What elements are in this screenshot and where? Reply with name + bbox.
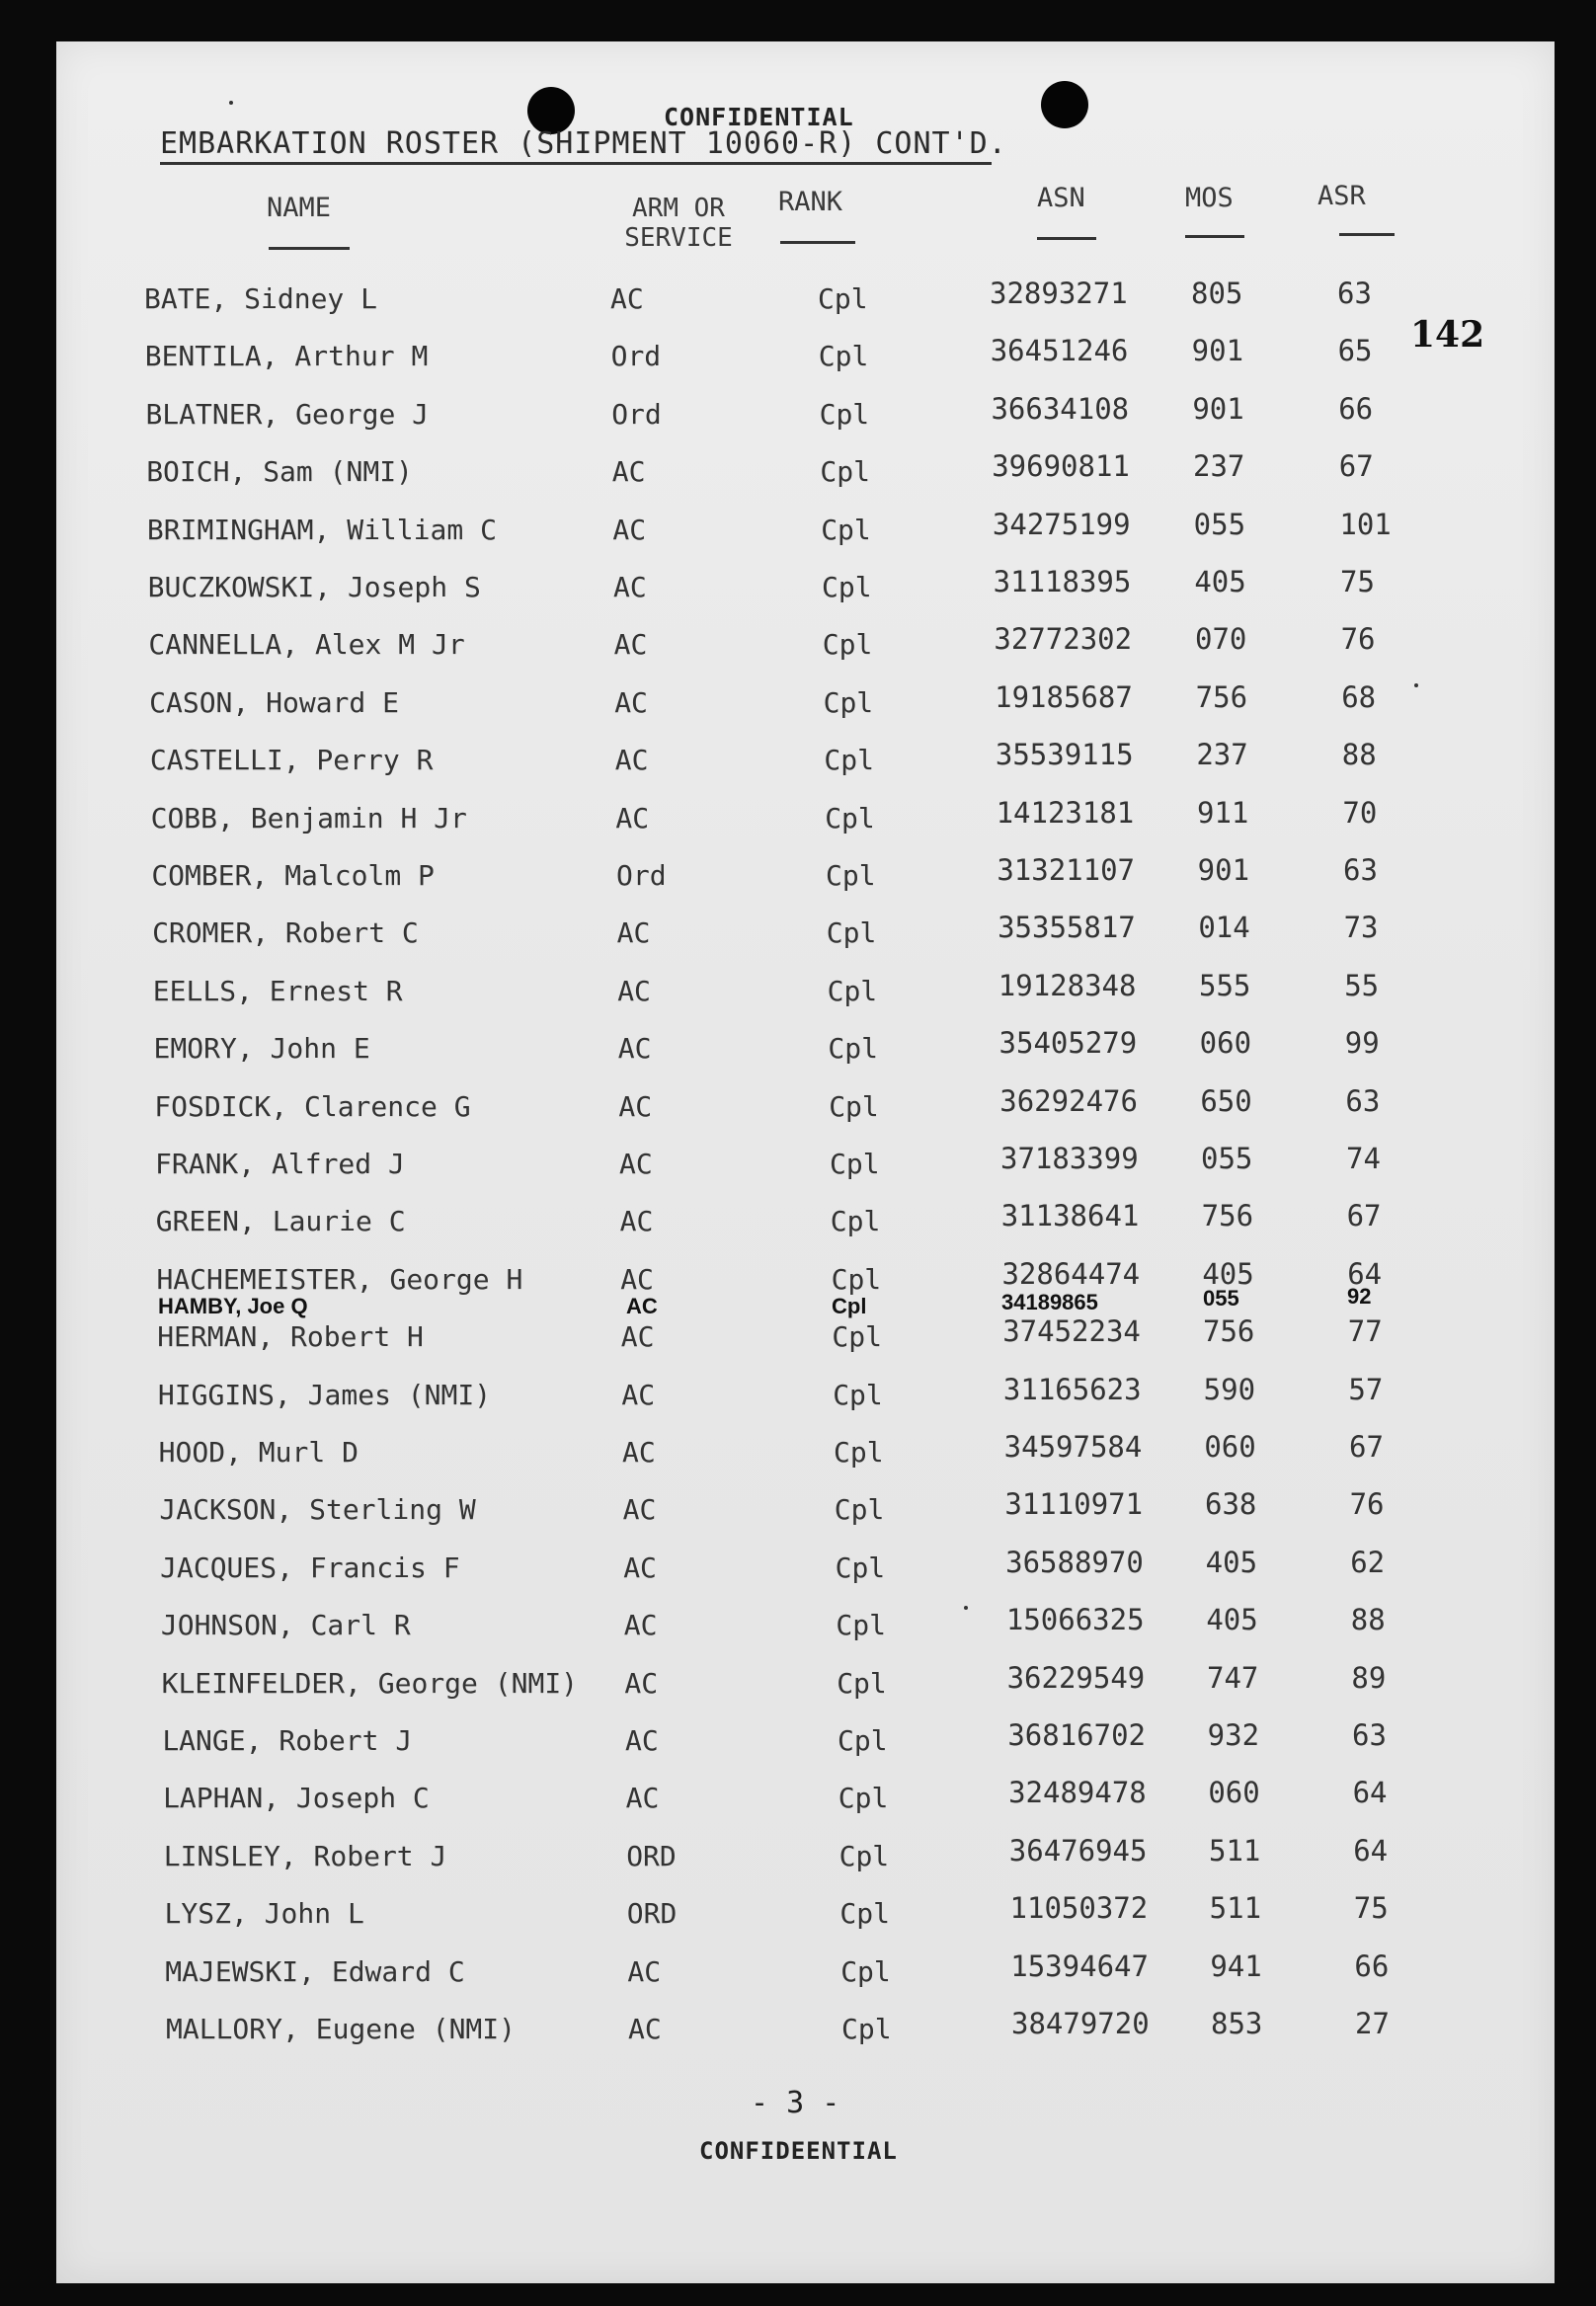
cell-asn: 32864474 — [1001, 1256, 1141, 1291]
cell-asn: 31118395 — [993, 565, 1132, 598]
cell-name: HOOD, Murl D — [158, 1436, 359, 1469]
cell-rank: Cpl — [820, 455, 870, 489]
cell-name: HACHEMEISTER, George H — [156, 1262, 523, 1296]
cell-mos: 060 — [1204, 1430, 1256, 1464]
cell-arm: Ord — [610, 340, 662, 373]
cell-asn: 32893271 — [990, 277, 1128, 310]
cell-asr: 76 — [1349, 1487, 1385, 1522]
cell-arm: AC — [613, 571, 647, 603]
cell-asr: 57 — [1348, 1372, 1384, 1406]
cell-name: LAPHAN, Joseph C — [163, 1782, 430, 1815]
cell-mos: 756 — [1201, 1199, 1254, 1233]
cell-arm: AC — [613, 628, 648, 662]
cell-rank: Cpl — [827, 974, 878, 1007]
cell-asn: 32772302 — [994, 622, 1133, 657]
cell-rank: Cpl — [821, 513, 871, 546]
cell-asn: 36476945 — [1008, 1833, 1148, 1868]
cell-asn: 31321107 — [997, 853, 1136, 887]
col-rule-name — [269, 247, 350, 250]
cell-arm: AC — [623, 1551, 657, 1584]
cell-name: JACKSON, Sterling W — [159, 1493, 476, 1527]
cell-arm: AC — [621, 1378, 656, 1411]
cell-asr: 63 — [1337, 277, 1372, 310]
col-rule-mos — [1185, 235, 1244, 238]
cell-rank: Cpl — [838, 1724, 888, 1757]
inserted-row-asr: 92 — [1347, 1284, 1372, 1309]
cell-asr: 63 — [1345, 1083, 1381, 1118]
cell-asn: 39690811 — [992, 449, 1130, 484]
cell-rank: Cpl — [831, 1262, 882, 1296]
cell-rank: Cpl — [829, 1089, 879, 1123]
cell-asr: 75 — [1353, 1891, 1389, 1926]
cell-mos: 511 — [1209, 1891, 1262, 1926]
cell-name: BLATNER, George J — [145, 397, 430, 431]
cell-asr: 63 — [1352, 1718, 1387, 1752]
cell-rank: Cpl — [838, 1839, 890, 1872]
cell-arm: AC — [627, 1954, 662, 1988]
cell-name: BOICH, Sam (NMI) — [146, 455, 413, 489]
col-header-arm: ARM OR SERVICE — [624, 194, 733, 253]
cell-asn: 35405279 — [998, 1026, 1138, 1061]
cell-name: MAJEWSKI, Edward C — [165, 1954, 465, 1988]
cell-rank: Cpl — [835, 1551, 886, 1584]
cell-arm: AC — [622, 1436, 656, 1469]
col-header-name: NAME — [267, 193, 332, 223]
cell-arm: AC — [616, 916, 651, 950]
cell-rank: Cpl — [822, 628, 873, 662]
roster-title: EMBARKATION ROSTER (SHIPMENT 10060-R) CONT'D. — [160, 126, 1007, 161]
col-header-asr: ASR — [1317, 181, 1366, 211]
cell-asr: 89 — [1351, 1660, 1387, 1695]
col-rule-asr — [1339, 233, 1395, 236]
inserted-row-mos: 055 — [1203, 1286, 1239, 1311]
cell-name: EELLS, Ernest R — [152, 974, 403, 1007]
cell-rank: Cpl — [838, 1782, 889, 1815]
cell-mos: 405 — [1206, 1603, 1258, 1637]
cell-rank: Cpl — [830, 1148, 880, 1180]
cell-rank: Cpl — [830, 1205, 881, 1238]
cell-name: CASTELLI, Perry R — [149, 744, 434, 777]
cell-name: HERMAN, Robert H — [157, 1320, 424, 1354]
cell-mos: 055 — [1201, 1142, 1253, 1175]
col-header-asn: ASN — [1037, 183, 1085, 213]
cell-mos: 932 — [1207, 1718, 1260, 1752]
cell-mos: 650 — [1200, 1083, 1252, 1118]
cell-name: KLEINFELDER, George (NMI) — [161, 1666, 579, 1700]
cell-arm: AC — [624, 1666, 659, 1700]
cell-mos: 060 — [1199, 1026, 1252, 1061]
cell-asn: 35355817 — [998, 911, 1136, 945]
cell-rank: Cpl — [839, 1897, 890, 1931]
cell-mos: 901 — [1191, 334, 1244, 368]
cell-arm: ORD — [626, 1839, 677, 1872]
cell-arm: AC — [614, 744, 649, 777]
cell-name: CROMER, Robert C — [152, 916, 419, 950]
cell-arm: Ord — [616, 859, 667, 892]
cell-arm: AC — [617, 974, 651, 1007]
title-underline — [160, 162, 992, 165]
cell-arm: AC — [619, 1205, 654, 1238]
cell-name: BUCZKOWSKI, Joseph S — [147, 571, 481, 603]
cell-asn: 36451246 — [990, 334, 1129, 368]
page-stamp-number: 142 — [1410, 314, 1485, 356]
cell-asn: 36229549 — [1006, 1660, 1146, 1695]
cell-asr: 67 — [1338, 449, 1374, 484]
cell-name: COBB, Benjamin H Jr — [150, 801, 467, 835]
inserted-row-name: HAMBY, Joe Q — [158, 1294, 308, 1318]
cell-arm: AC — [623, 1609, 658, 1642]
cell-mos: 405 — [1202, 1256, 1254, 1291]
cell-name: JACQUES, Francis F — [160, 1551, 460, 1584]
cell-asr: 88 — [1341, 738, 1377, 772]
cell-asn: 31138641 — [1000, 1199, 1140, 1233]
cell-mos: 060 — [1208, 1776, 1260, 1810]
cell-rank: Cpl — [834, 1493, 885, 1527]
cell-rank: Cpl — [826, 859, 876, 892]
cell-asr: 74 — [1346, 1142, 1381, 1175]
cell-mos: 590 — [1203, 1372, 1256, 1406]
cell-arm: Ord — [611, 397, 662, 431]
cell-mos: 901 — [1192, 391, 1244, 426]
cell-name: BENTILA, Arthur M — [144, 340, 429, 373]
cell-asn: 36634108 — [991, 391, 1130, 426]
cell-asr: 65 — [1337, 334, 1373, 368]
cell-rank: Cpl — [826, 916, 877, 950]
cell-asn: 34275199 — [992, 507, 1131, 541]
cell-arm: AC — [614, 685, 648, 719]
col-header-mos: MOS — [1185, 183, 1234, 213]
cell-rank: Cpl — [828, 1032, 878, 1066]
cell-arm: AC — [610, 282, 644, 315]
punch-hole-right — [1041, 81, 1088, 128]
cell-asr: 99 — [1344, 1026, 1380, 1061]
cell-mos: 805 — [1191, 277, 1243, 310]
paper-speck — [229, 101, 233, 105]
col-header-rank: RANK — [778, 187, 843, 217]
inserted-row-asn: 34189865 — [1001, 1290, 1098, 1314]
cell-asr: 75 — [1340, 565, 1375, 598]
cell-mos: 405 — [1194, 565, 1246, 598]
cell-mos: 756 — [1203, 1314, 1255, 1349]
cell-rank: Cpl — [833, 1378, 883, 1411]
col-rule-rank — [780, 241, 855, 244]
cell-name: EMORY, John E — [153, 1032, 370, 1066]
cell-name: LANGE, Robert J — [162, 1724, 413, 1757]
footer-page-number: - 3 - — [751, 2086, 840, 2120]
cell-name: CANNELLA, Alex M Jr — [148, 628, 465, 662]
cell-arm: AC — [617, 1032, 652, 1066]
cell-asn: 31110971 — [1004, 1487, 1144, 1522]
cell-asn: 36588970 — [1005, 1545, 1144, 1579]
cell-mos: 070 — [1195, 622, 1247, 657]
cell-asn: 11050372 — [1009, 1891, 1149, 1926]
cell-asn: 15066325 — [1005, 1603, 1145, 1637]
cell-rank: Cpl — [823, 685, 874, 719]
cell-name: LYSZ, John L — [164, 1897, 364, 1931]
inserted-row-arm: AC — [626, 1294, 658, 1318]
cell-asr: 101 — [1339, 507, 1392, 541]
header-classification: CONFIDENTIAL — [664, 103, 854, 131]
cell-rank: Cpl — [834, 1436, 884, 1469]
cell-rank: Cpl — [824, 744, 874, 777]
cell-asn: 19128348 — [998, 968, 1137, 1002]
cell-arm: AC — [619, 1148, 653, 1180]
cell-asr: 66 — [1354, 1948, 1390, 1983]
cell-name: LINSLEY, Robert J — [163, 1839, 447, 1872]
cell-name: MALLORY, Eugene (NMI) — [166, 2013, 517, 2045]
cell-name: FRANK, Alfred J — [155, 1148, 405, 1180]
cell-arm: AC — [625, 1724, 659, 1757]
cell-arm: AC — [611, 455, 646, 489]
cell-asr: 64 — [1347, 1256, 1383, 1291]
cell-asn: 38479720 — [1011, 2007, 1150, 2040]
cell-rank: Cpl — [832, 1320, 882, 1354]
cell-mos: 638 — [1205, 1487, 1257, 1522]
cell-asn: 19185687 — [995, 679, 1133, 714]
cell-rank: Cpl — [818, 340, 869, 373]
paper-speck — [964, 1606, 968, 1610]
cell-name: FOSDICK, Clarence G — [154, 1089, 471, 1123]
cell-rank: Cpl — [819, 397, 870, 431]
cell-asn: 37183399 — [1000, 1142, 1139, 1175]
cell-mos: 747 — [1207, 1660, 1259, 1695]
cell-mos: 911 — [1197, 795, 1249, 830]
cell-mos: 853 — [1211, 2007, 1263, 2040]
cell-mos: 014 — [1198, 911, 1250, 945]
cell-asr: 27 — [1355, 2007, 1390, 2040]
cell-asr: 64 — [1353, 1833, 1389, 1868]
cell-arm: AC — [620, 1262, 654, 1296]
cell-asr: 70 — [1342, 795, 1378, 830]
cell-rank: Cpl — [825, 801, 875, 835]
cell-mos: 237 — [1193, 449, 1245, 484]
paper-speck — [1414, 683, 1418, 687]
cell-arm: AC — [628, 2013, 662, 2045]
cell-mos: 511 — [1209, 1833, 1261, 1868]
cell-rank: Cpl — [837, 1666, 887, 1700]
cell-arm: AC — [622, 1493, 657, 1527]
cell-name: HIGGINS, James (NMI) — [157, 1378, 492, 1411]
cell-mos: 941 — [1210, 1948, 1262, 1983]
cell-rank: Cpl — [818, 282, 868, 315]
cell-asn: 37452234 — [1002, 1314, 1141, 1349]
cell-mos: 405 — [1205, 1545, 1258, 1579]
cell-asr: 67 — [1346, 1199, 1382, 1233]
cell-arm: ORD — [626, 1897, 678, 1931]
cell-asn: 31165623 — [1002, 1372, 1142, 1406]
cell-mos: 901 — [1197, 853, 1250, 887]
cell-rank: Cpl — [841, 2013, 892, 2045]
cell-arm: AC — [615, 801, 650, 835]
cell-asr: 88 — [1350, 1603, 1386, 1637]
cell-arm: AC — [620, 1320, 655, 1354]
col-rule-asn — [1037, 237, 1096, 240]
cell-name: JOHNSON, Carl R — [160, 1609, 411, 1642]
cell-name: BRIMINGHAM, William C — [146, 513, 497, 546]
cell-rank: Cpl — [822, 571, 872, 603]
cell-asn: 14123181 — [996, 795, 1135, 830]
cell-asr: 63 — [1343, 853, 1378, 887]
cell-mos: 756 — [1195, 679, 1248, 714]
cell-mos: 055 — [1193, 507, 1246, 541]
cell-rank: Cpl — [836, 1609, 886, 1642]
cell-name: BATE, Sidney L — [144, 282, 378, 315]
cell-asn: 35539115 — [995, 738, 1134, 772]
cell-asr: 73 — [1343, 911, 1379, 945]
cell-asn: 34597584 — [1003, 1430, 1143, 1464]
cell-arm: AC — [612, 513, 647, 546]
cell-asr: 55 — [1344, 968, 1380, 1002]
cell-asr: 62 — [1350, 1545, 1386, 1579]
cell-asn: 32489478 — [1008, 1776, 1147, 1810]
cell-name: GREEN, Laurie C — [155, 1205, 406, 1238]
footer-classification: CONFIDEENTIAL — [699, 2137, 898, 2165]
cell-mos: 555 — [1199, 968, 1251, 1002]
cell-arm: AC — [625, 1782, 660, 1815]
cell-asr: 67 — [1349, 1430, 1384, 1464]
cell-name: CASON, Howard E — [149, 685, 399, 719]
cell-asn: 36816702 — [1007, 1718, 1147, 1752]
cell-asn: 36292476 — [999, 1083, 1138, 1118]
cell-asr: 64 — [1352, 1776, 1388, 1810]
cell-name: COMBER, Malcolm P — [151, 859, 435, 892]
cell-asr: 68 — [1341, 679, 1377, 714]
cell-arm: AC — [618, 1089, 653, 1123]
cell-mos: 237 — [1196, 738, 1248, 772]
cell-asn: 15394647 — [1010, 1948, 1149, 1983]
cell-rank: Cpl — [840, 1954, 891, 1988]
cell-asr: 77 — [1347, 1314, 1383, 1349]
inserted-row-rank: Cpl — [832, 1294, 867, 1318]
cell-asr: 66 — [1338, 391, 1374, 426]
cell-asr: 76 — [1340, 622, 1376, 657]
